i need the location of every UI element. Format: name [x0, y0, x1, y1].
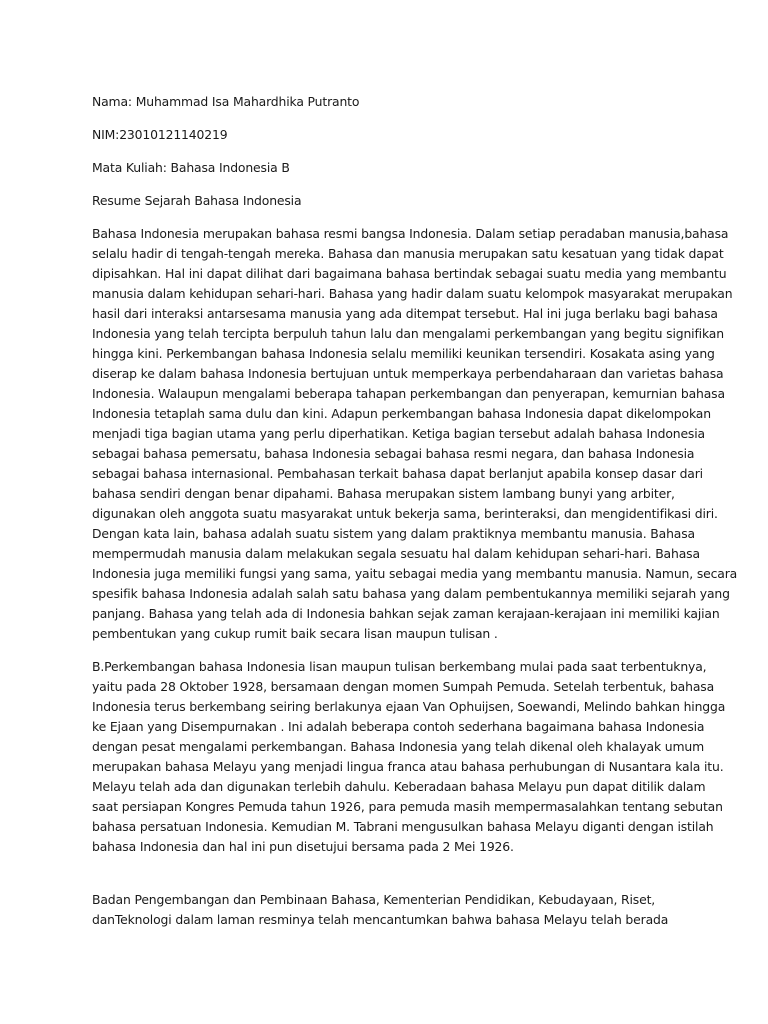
- text-line: B.Perkembangan bahasa Indonesia lisan maupun tulisan berkembang mulai pada saat terbentuknya,: [92, 659, 707, 674]
- text-line: Badan Pengembangan dan Pembinaan Bahasa, Kementerian Pendidikan, Kebudayaan, Riset,: [92, 892, 656, 907]
- text-line: mempermudah manusia dalam melakukan segala sesuatu hal dalam kehidupan sehari-hari. Bahasa: [92, 546, 700, 561]
- text-line: Melayu telah ada dan digunakan terlebih dahulu. Keberadaan bahasa Melayu pun dapat ditilik dalam: [92, 779, 706, 794]
- paragraph-development: [92, 657, 726, 857]
- student-name: Nama: Muhammad Isa Mahardhika Putranto: [92, 94, 360, 109]
- document-title: Resume Sejarah Bahasa Indonesia: [92, 193, 302, 208]
- text-line: diserap ke dalam bahasa Indonesia bertujuan untuk memperkaya perbendaharaan dan varietas bahasa: [92, 366, 724, 381]
- text-line: bahasa Indonesia dan hal ini pun disetujui bersama pada 2 Mei 1926.: [92, 839, 514, 854]
- text-line: hasil dari interaksi antarsesama manusia yang ada ditempat tersebut. Hal ini juga berlaku bagi bahasa: [92, 306, 718, 321]
- text-line: hingga kini. Perkembangan bahasa Indonesia selalu memiliki keunikan tersendiri. Kosakata asing yang: [92, 346, 715, 361]
- text-line: dengan pesat mengalami perkembangan. Bahasa Indonesia yang telah dikenal oleh khalayak umum: [92, 739, 705, 754]
- text-line: selalu hadir di tengah-tengah mereka. Bahasa dan manusia merupakan satu kesatuan yang tidak dapat: [92, 246, 724, 261]
- text-line: bahasa persatuan Indonesia. Kemudian M. Tabrani mengusulkan bahasa Melayu diganti dengan istilah: [92, 819, 714, 834]
- student-nim: NIM:23010121140219: [92, 127, 228, 142]
- text-line: Indonesia. Walaupun mengalami beberapa tahapan perkembangan dan penyerapan, kemurnian bahasa: [92, 386, 725, 401]
- text-line: Indonesia terus berkembang seiring berlakunya ejaan Van Ophuijsen, Soewandi, Melindo bahkan hingga: [92, 699, 726, 714]
- text-line: merupakan bahasa Melayu yang menjadi lingua franca atau bahasa perhubungan di Nusantara kala itu.: [92, 759, 724, 774]
- text-line: ke Ejaan yang Disempurnakan . Ini adalah beberapa contoh sederhana bagaimana bahasa Indonesia: [92, 719, 705, 734]
- document-page: [92, 92, 738, 943]
- text-line: Indonesia tetaplah sama dulu dan kini. Adapun perkembangan bahasa Indonesia dapat dikelompokan: [92, 406, 711, 421]
- text-line: panjang. Bahasa yang telah ada di Indonesia bahkan sejak zaman kerajaan-kerajaan ini memiliki kajian: [92, 606, 720, 621]
- text-line: pembentukan yang cukup rumit baik secara lisan maupun tulisan .: [92, 626, 498, 641]
- text-line: manusia dalam kehidupan sehari-hari. Bahasa yang hadir dalam suatu kelompok masyarakat merupakan: [92, 286, 733, 301]
- text-line: digunakan oleh anggota suatu masyarakat untuk bekerja sama, berinteraksi, dan mengidentifikasi diri.: [92, 506, 718, 521]
- text-line: dipisahkan. Hal ini dapat dilihat dari bagaimana bahasa bertindak sebagai suatu media yang membantu: [92, 266, 727, 281]
- paragraph-introduction: [92, 224, 738, 644]
- text-line: Bahasa Indonesia merupakan bahasa resmi bangsa Indonesia. Dalam setiap peradaban manusia,bahasa: [92, 226, 729, 241]
- text-line: menjadi tiga bagian utama yang perlu diperhatikan. Ketiga bagian tersebut adalah bahasa Indonesia: [92, 426, 705, 441]
- text-line: saat persiapan Kongres Pemuda tahun 1926, para pemuda masih mempermasalahkan tentang sebutan: [92, 799, 723, 814]
- text-line: Indonesia juga memiliki fungsi yang sama, yaitu sebagai media yang membantu manusia. Namun, secara: [92, 566, 738, 581]
- text-line: Dengan kata lain, bahasa adalah suatu sistem yang dalam praktiknya membantu manusia. Bahasa: [92, 526, 695, 541]
- text-line: yaitu pada 28 Oktober 1928, bersamaan dengan momen Sumpah Pemuda. Setelah terbentuk, bahasa: [92, 679, 715, 694]
- text-line: sebagai bahasa internasional. Pembahasan terkait bahasa dapat berlanjut apabila konsep dasar dari: [92, 466, 703, 481]
- paragraph-agency: [92, 890, 682, 930]
- text-line: spesifik bahasa Indonesia adalah salah satu bahasa yang dalam pembentukannya memiliki sejarah yang: [92, 586, 730, 601]
- text-line: bahasa sendiri dengan benar dipahami. Bahasa merupakan sistem lambang bunyi yang arbiter,: [92, 486, 675, 501]
- text-line: danTeknologi dalam laman resminya telah mencantumkan bahwa bahasa Melayu telah berada: [92, 912, 669, 927]
- text-line: Indonesia yang telah tercipta berpuluh tahun lalu dan mengalami perkembangan yang begitu signifikan: [92, 326, 724, 341]
- course-name: Mata Kuliah: Bahasa Indonesia B: [92, 160, 290, 175]
- text-line: sebagai bahasa pemersatu, bahasa Indonesia sebagai bahasa resmi negara, dan bahasa Indonesia: [92, 446, 695, 461]
